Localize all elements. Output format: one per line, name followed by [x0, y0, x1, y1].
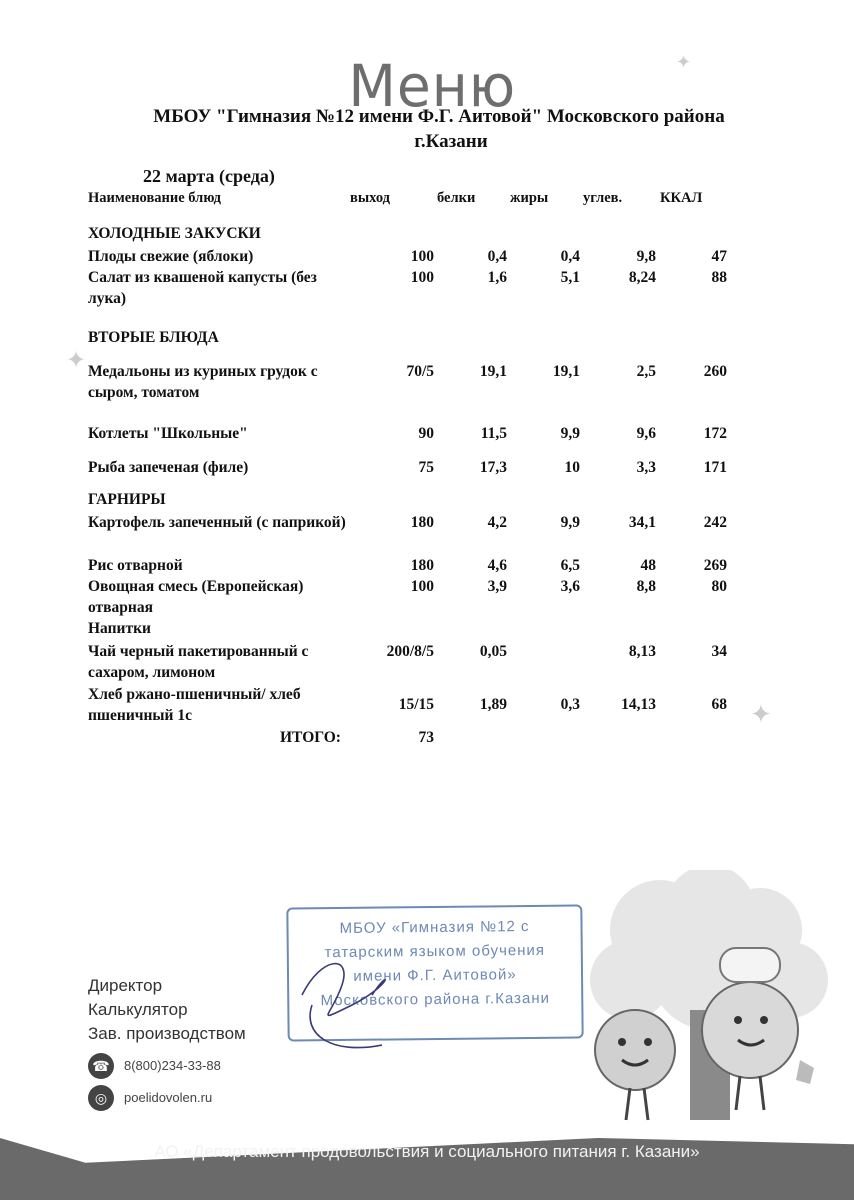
dish-fat: 9,9: [560, 425, 580, 442]
dish-name: Рис отварной: [88, 557, 183, 574]
dish-name: Плоды свежие (яблоки): [88, 248, 254, 265]
sparkle-icon: ✦: [676, 52, 692, 72]
dish-name: Хлеб ржано-пшеничный/ хлеб пшеничный 1с: [88, 686, 301, 724]
dish-protein: 17,3: [479, 459, 507, 476]
dish-yield: 15/15: [398, 696, 434, 713]
stamp-line: Московского района г.Казани: [320, 989, 551, 1010]
sparkle-icon: ✦: [66, 348, 87, 374]
dish-fat: 9,9: [560, 514, 580, 531]
section-garnish: ГАРНИРЫ: [88, 491, 166, 508]
dish-name: Медальоны из куриных грудок с сыром, томатом: [88, 363, 318, 401]
dish-protein: 0,05: [479, 643, 507, 660]
dish-fat: 3,6: [560, 578, 580, 595]
handwritten-title: Меню: [348, 52, 517, 120]
dish-name: Салат из квашеной капусты (без лука): [88, 269, 317, 307]
dish-carbs: 34,1: [628, 514, 656, 531]
dish-carbs: 8,24: [628, 269, 656, 286]
dish-protein: 1,89: [479, 696, 507, 713]
stamp-line: имени Ф.Г. Аитовой»: [353, 966, 517, 985]
phone-icon: ☎: [88, 1053, 114, 1079]
role-director: Директор: [88, 976, 163, 995]
dish-kcal: 172: [703, 425, 727, 442]
col-header-kcal: ККАЛ: [660, 190, 703, 206]
dish-kcal: 80: [711, 578, 727, 595]
dish-kcal: 171: [703, 459, 727, 476]
total-value: 73: [418, 729, 434, 746]
section-cold: ХОЛОДНЫЕ ЗАКУСКИ: [88, 225, 261, 242]
dish-yield: 70/5: [406, 363, 434, 380]
dish-carbs: 9,8: [636, 248, 656, 265]
dish-carbs: 2,5: [636, 363, 656, 380]
dish-yield: 90: [418, 425, 434, 442]
globe-icon: ◎: [88, 1085, 114, 1111]
stamp-line: МБОУ «Гимназия №12 с: [339, 918, 530, 937]
col-header-carbs: углев.: [583, 190, 623, 206]
dish-fat: 5,1: [560, 269, 580, 286]
dish-protein: 3,9: [487, 578, 507, 595]
dish-carbs: 3,3: [636, 459, 656, 476]
col-header-yield: выход: [350, 190, 391, 206]
total-label: ИТОГО:: [280, 729, 341, 746]
signature: [292, 945, 402, 1065]
dish-protein: 4,2: [487, 514, 507, 531]
dish-name: Овощная смесь (Европейская) отварная: [88, 578, 304, 616]
dish-kcal: 34: [711, 643, 727, 660]
dish-carbs: 9,6: [636, 425, 656, 442]
dish-name: Рыба запеченая (филе): [88, 459, 249, 476]
dish-yield: 180: [410, 557, 434, 574]
col-header-protein: белки: [437, 190, 476, 206]
dish-fat: 0,4: [560, 248, 580, 265]
dish-fat: 0,3: [560, 696, 580, 713]
contact-phone: 8(800)234-33-88: [124, 1058, 221, 1073]
dish-carbs: 8,8: [636, 578, 656, 595]
sparkle-icon: ✦: [750, 700, 772, 729]
dish-protein: 1,6: [487, 269, 507, 286]
dish-protein: 0,4: [487, 248, 507, 265]
dish-name: Картофель запеченный (с паприкой): [88, 514, 346, 531]
page-title: МБОУ "Гимназия №12 имени Ф.Г. Аитовой" Московского района: [153, 106, 725, 127]
role-calculator: Калькулятор: [88, 1000, 188, 1019]
dish-yield: 180: [410, 514, 434, 531]
dish-fat: 6,5: [560, 557, 580, 574]
dish-kcal: 88: [711, 269, 727, 286]
mascot-illustration: [560, 870, 854, 1138]
dish-kcal: 242: [703, 514, 727, 531]
dish-protein: 4,6: [487, 557, 507, 574]
role-production-head: Зав. производством: [88, 1024, 246, 1043]
dish-yield: 100: [410, 578, 434, 595]
dish-yield: 100: [410, 248, 434, 265]
contact-site[interactable]: poelidovolen.ru: [124, 1090, 213, 1105]
section-drinks: Напитки: [88, 620, 151, 637]
dish-yield: 100: [410, 269, 434, 286]
col-header-name: Наименование блюд: [88, 190, 221, 206]
dish-protein: 19,1: [479, 363, 507, 380]
dish-name: Чай черный пакетированный с сахаром, лимоном: [88, 643, 309, 681]
dish-kcal: 47: [711, 248, 727, 265]
dish-carbs: 14,13: [621, 696, 656, 713]
dish-kcal: 260: [703, 363, 727, 380]
dish-kcal: 269: [703, 557, 727, 574]
col-header-fat: жиры: [510, 190, 549, 206]
menu-date: 22 марта (среда): [143, 166, 275, 186]
dish-protein: 11,5: [480, 425, 507, 442]
dish-kcal: 68: [711, 696, 727, 713]
dish-carbs: 8,13: [628, 643, 656, 660]
section-second: ВТОРЫЕ БЛЮДА: [88, 329, 219, 346]
dish-yield: 75: [418, 459, 434, 476]
dish-fat: 19,1: [552, 363, 580, 380]
dish-yield: 200/8/5: [386, 643, 434, 660]
stamp-line: татарским языком обучения: [324, 941, 546, 962]
page-title-city: г.Казани: [414, 131, 488, 152]
footer-organization: АО «Департамент продовольствия и социального питания г. Казани»: [154, 1142, 700, 1161]
dish-name: Котлеты "Школьные": [88, 425, 248, 442]
dish-carbs: 48: [640, 557, 656, 574]
dish-fat: 10: [564, 459, 580, 476]
